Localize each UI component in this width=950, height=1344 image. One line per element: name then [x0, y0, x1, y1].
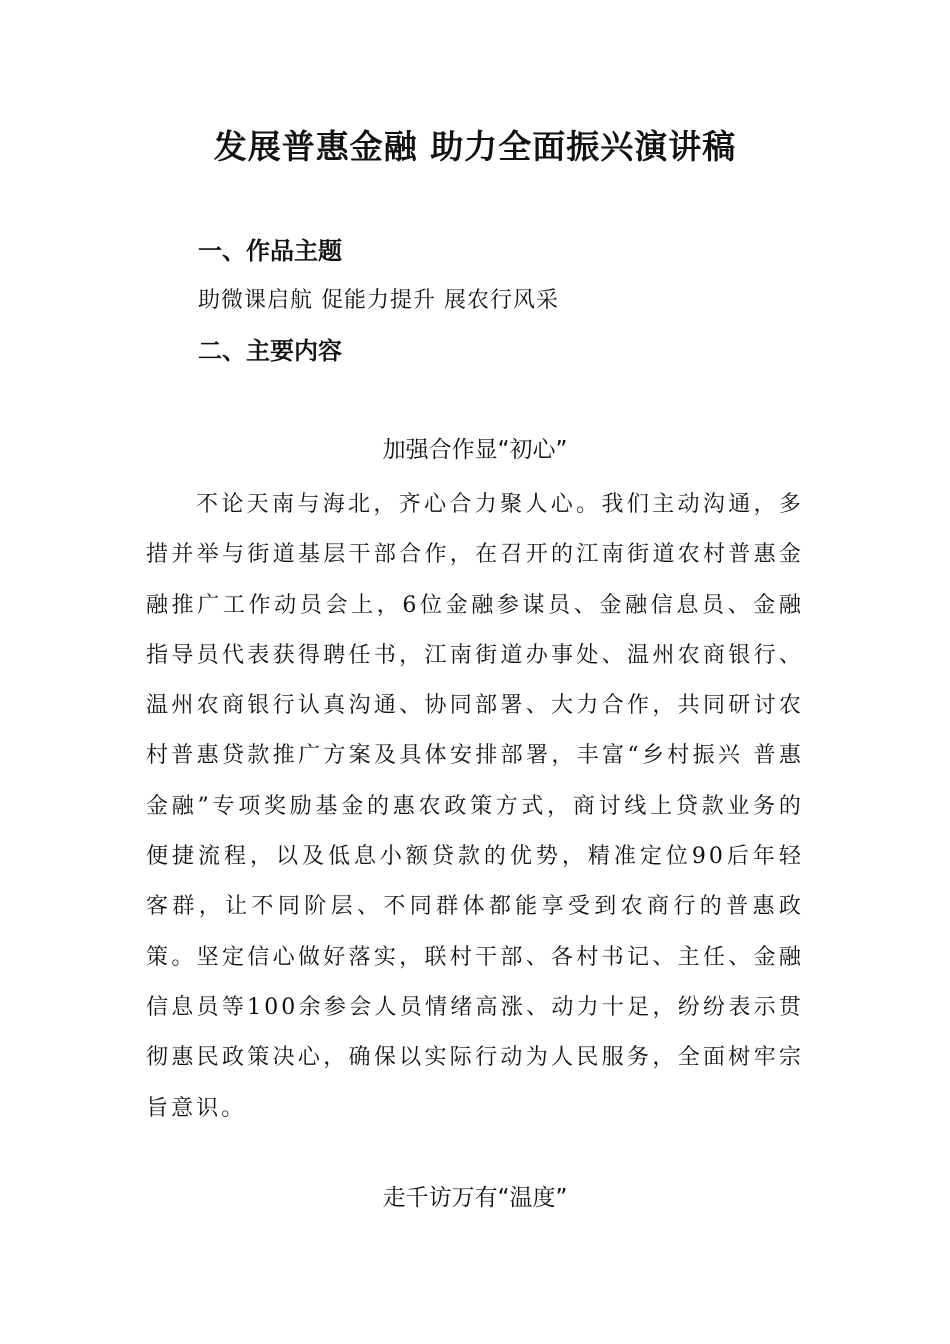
section-heading-content: 二、主要内容 — [198, 337, 342, 365]
document-title: 发展普惠金融 助力全面振兴演讲稿 — [213, 127, 737, 166]
body-paragraph: 不论天南与海北，齐心合力聚人心。我们主动沟通，多措并举与街道基层干部合作，在召开的江南街道农村普惠金融推广工作动员会上，6位金融参谋员、金融信息员、金融指导员代表获得聘任书，江南街道办事处、温州农商银行、温州农商银行认真沟通、协同部署、大力合作，共同研讨农村普惠贷款推广方案及具体安排部署，丰富“乡村振兴 普惠金融”专项奖励基金的惠农政策方式，商讨线上贷款业务的便捷流程，以及低息小额贷款的优势，精准定位90后年轻客群，让不同阶层、不同群体都能享受到农商行的普惠政策。坚定信心做好落实，联村干部、各村书记、主任、金融信息员等100余参会人员情绪高涨、动力十足，纷纷表示贯彻惠民政策决心，确保以实际行动为人民服务，全面树牢宗旨意识。 — [146, 492, 804, 1121]
subtitle-visits: 走千访万有“温度” — [382, 1185, 568, 1211]
section-heading-theme: 一、作品主题 — [198, 237, 342, 265]
subtitle-cooperation: 加强合作显“初心” — [382, 437, 568, 463]
theme-text: 助微课启航 促能力提升 展农行风采 — [198, 288, 559, 313]
